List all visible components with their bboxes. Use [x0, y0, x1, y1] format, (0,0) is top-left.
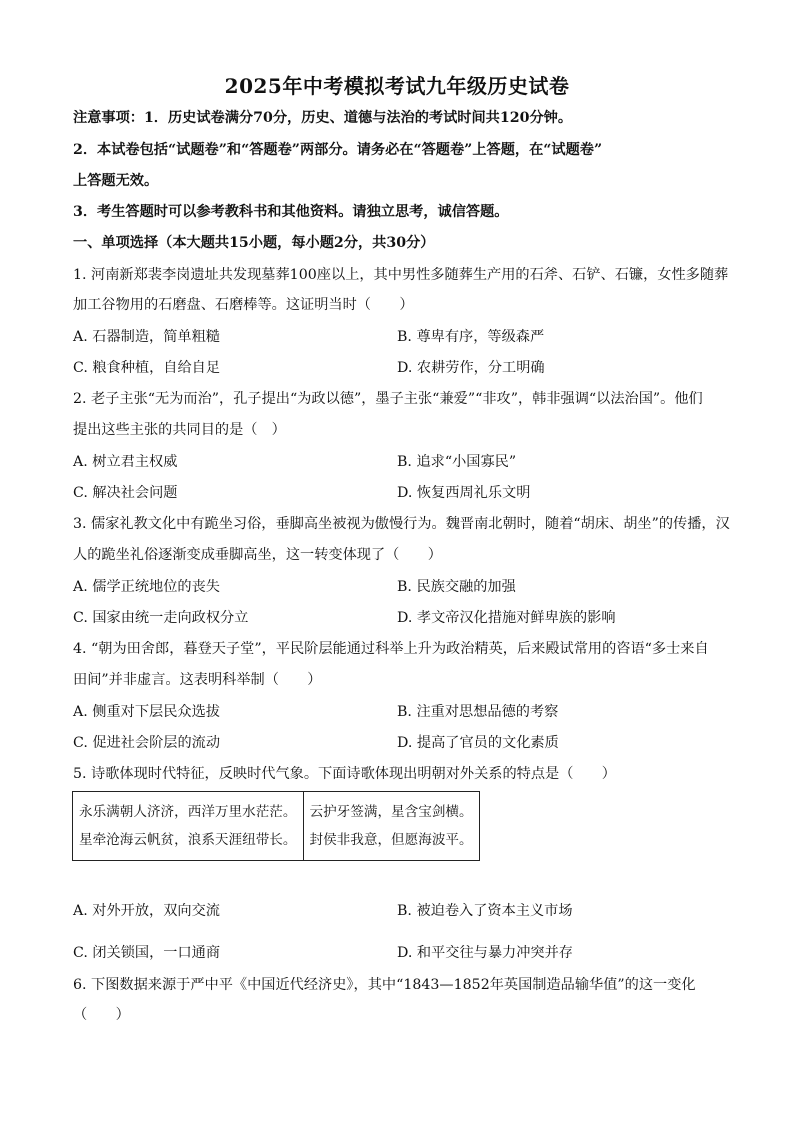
- q3-option-b: B. 民族交融的加强: [397, 579, 516, 595]
- question-4-stem-line-1: 4. “朝为田舍郎，暮登天子堂”，平民阶层能通过科举上升为政治精英，后来殿试常用的咨语“多士来自: [73, 641, 709, 657]
- question-3-stem-line-2: 人的跪坐礼俗逐渐变成垂脚高坐，这一转变体现了（ ）: [73, 547, 442, 563]
- q2-option-a: A. 树立君主权威: [73, 454, 178, 470]
- q4-option-b: B. 注重对思想品德的考察: [397, 704, 559, 720]
- q5-option-a: A. 对外开放，双向交流: [73, 903, 220, 919]
- poem-left-line-2: 星牵沧海云帆贫，浪系天涯纽带长。: [79, 832, 297, 848]
- q2-option-c: C. 解决社会问题: [73, 485, 178, 501]
- q1-option-a: A. 石器制造，简单粗糙: [73, 329, 220, 345]
- q2-option-d: D. 恢复西周礼乐文明: [397, 485, 531, 501]
- notice-1: 注意事项：1．历史试卷满分70分，历史、道德与法治的考试时间共120分钟。: [73, 110, 573, 126]
- question-2-stem-line-2: 提出这些主张的共同目的是（ ）: [73, 422, 286, 438]
- question-2-stem-line-1: 2. 老子主张“无为而治”，孔子提出“为政以德”，墨子主张“兼爱”“非攻”，韩非强调“以法治国”。他们: [73, 391, 703, 407]
- q5-option-b: B. 被迫卷入了资本主义市场: [397, 903, 573, 919]
- question-6-stem-line-2: （ ）: [73, 1007, 130, 1023]
- notice-3: 3．考生答题时可以参考教科书和其他资料。请独立思考，诚信答题。: [73, 204, 509, 220]
- notice-2b: 上答题无效。: [73, 173, 159, 189]
- q1-option-c: C. 粮食种植，自给自足: [73, 360, 221, 376]
- q5-option-d: D. 和平交往与暴力冲突并存: [397, 945, 573, 961]
- q4-option-c: C. 促进社会阶层的流动: [73, 735, 221, 751]
- poem-right-line-2: 封侯非我意，但愿海波平。: [309, 832, 473, 848]
- q1-option-b: B. 尊卑有序，等级森严: [397, 329, 545, 345]
- poem-table: [72, 791, 480, 861]
- poem-right-cell: [303, 792, 479, 861]
- question-6-stem-line-1: 6. 下图数据来源于严中平《中国近代经济史》，其中“1843—1852年英国制造品输华值”的这一变化: [73, 977, 696, 993]
- q3-option-d: D. 孝文帝汉化措施对鲜卑族的影响: [397, 610, 616, 626]
- poem-left-cell: [73, 792, 304, 861]
- poem-right-line-1: 云护牙签满，星含宝剑横。: [309, 804, 473, 820]
- q2-option-b: B. 追求“小国寡民”: [397, 454, 517, 470]
- question-3-stem-line-1: 3. 儒家礼教文化中有跪坐习俗，垂脚高坐被视为傲慢行为。魏晋南北朝时，随着“胡床、胡坐”的传播，汉: [73, 516, 730, 532]
- q3-option-a: A. 儒学正统地位的丧失: [73, 579, 220, 595]
- q4-option-a: A. 侧重对下层民众选拔: [73, 704, 220, 720]
- question-1-stem-line-1: 1. 河南新郑裴李岗遗址共发现墓葬100座以上，其中男性多随葬生产用的石斧、石铲、石镰，女性多随葬: [73, 267, 729, 283]
- q1-option-d: D. 农耕劳作，分工明确: [397, 360, 545, 376]
- poem-left-line-1: 永乐满朝人济济，西洋万里水茫茫。: [79, 804, 297, 820]
- q4-option-d: D. 提高了官员的文化素质: [397, 735, 559, 751]
- page-title: 2025年中考模拟考试九年级历史试卷: [224, 74, 570, 98]
- question-4-stem-line-2: 田间”并非虚言。这表明科举制（ ）: [73, 672, 322, 688]
- q5-option-c: C. 闭关锁国，一口通商: [73, 945, 221, 961]
- q3-option-c: C. 国家由统一走向政权分立: [73, 610, 249, 626]
- question-1-stem-line-2: 加工谷物用的石磨盘、石磨棒等。这证明当时（ ）: [73, 297, 414, 313]
- question-5-stem: 5. 诗歌体现时代特征，反映时代气象。下面诗歌体现出明朝对外关系的特点是（ ）: [73, 766, 616, 782]
- section-heading: 一、单项选择（本大题共15小题，每小题2分，共30分）: [73, 235, 435, 251]
- notice-2a: 2．本试卷包括“试题卷”和“答题卷”两部分。请务必在“答题卷”上答题，在“试题卷”: [73, 142, 603, 158]
